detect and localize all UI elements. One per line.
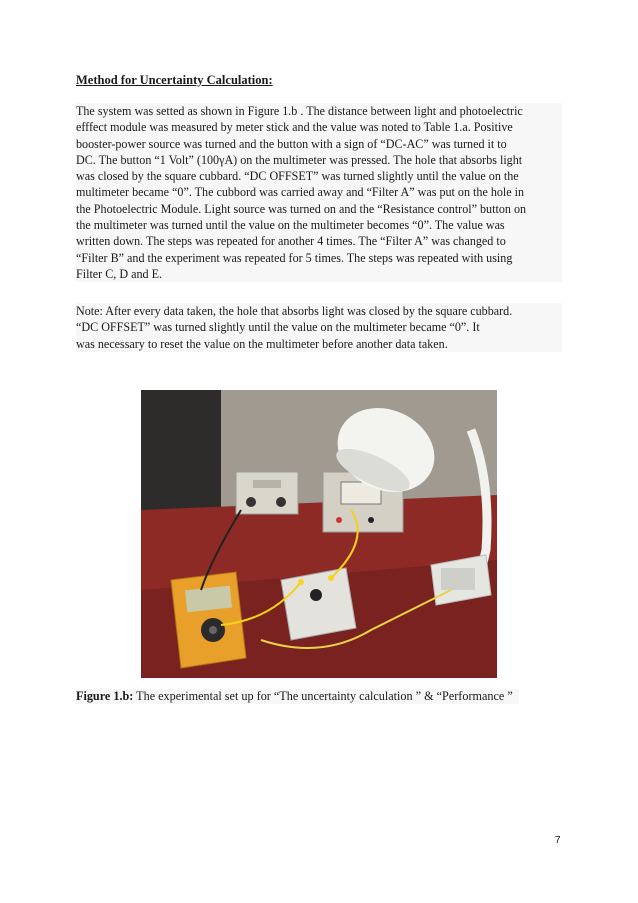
note-line: Note: After every data taken, the hole that absorbs light was closed by the square cubbard.	[76, 304, 513, 318]
note-line: was necessary to reset the value on the multimeter before another data taken.	[76, 336, 448, 351]
paragraph-line: written down. The steps was repeated for another 4 times. The “Filter A” was changed to	[76, 234, 506, 249]
figure-caption-text: The experimental set up for “The uncertainty calculation ” & “Performance ”	[133, 689, 513, 703]
paragraph-line: Filter C, D and E.	[76, 266, 162, 281]
paragraph-line: booster-power source was turned and the button with a sign of “DC-AC” was turned it to	[76, 136, 507, 151]
figure-label: Figure 1.b:	[76, 689, 134, 703]
paragraph-line: “Filter B” and the experiment was repeated for 5 times. The steps was repeated with using	[76, 250, 513, 265]
page-number: 7	[555, 835, 561, 846]
paragraph-line: efffect module was measured by meter stick and the value was noted to Table 1.a. Positive	[76, 120, 513, 135]
paragraph-line: was closed by the square cubbard. “DC OFFSET” was turned slightly until the value on the	[76, 169, 519, 184]
paragraph-line: multimeter became “0”. The cubbord was carried away and “Filter A” was put on the hole in	[76, 185, 525, 200]
section-heading: Method for Uncertainty Calculation:	[76, 73, 273, 87]
note-line: “DC OFFSET” was turned slightly until the value on the multimeter became “0”. It	[76, 320, 480, 335]
figure-caption	[76, 689, 519, 704]
paragraph-line: the Photoelectric Module. Light source was turned on and the “Resistance control” button on	[76, 201, 527, 216]
note-paragraph	[76, 303, 562, 352]
paragraph-line: DC. The button “1 Volt” (100γA) on the multimeter was pressed. The hole that absorbs light	[76, 152, 523, 167]
method-paragraph	[76, 103, 562, 282]
paragraph-line: The system was setted as shown in Figure 1.b . The distance between light and photoelectric	[76, 104, 523, 118]
paragraph-line: the multimeter was turned until the value on the multimeter becomes “0”. The value was	[76, 218, 505, 233]
experiment-setup-photo	[141, 390, 497, 678]
